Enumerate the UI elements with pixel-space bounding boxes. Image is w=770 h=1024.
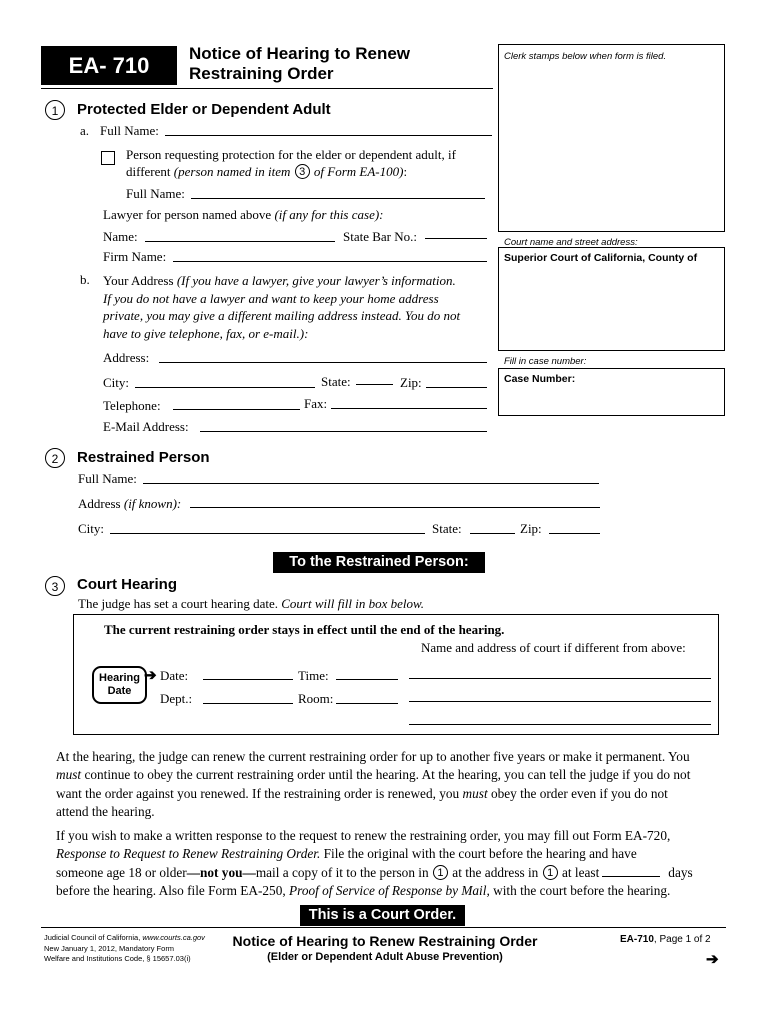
section-1-number: 1 [45, 100, 65, 120]
section-2-title: Restrained Person [77, 449, 210, 466]
footer-rule [41, 927, 726, 928]
other-court-line-3[interactable] [409, 724, 711, 725]
telephone-label: Telephone: [103, 398, 161, 413]
requester-full-name-label: Full Name: [126, 186, 185, 201]
header-rule [41, 88, 493, 89]
hearing-time-field[interactable] [336, 679, 398, 680]
hearing-dept-label: Dept.: [160, 691, 193, 706]
form-number: EA- 710 [68, 53, 150, 78]
person-requesting-line2: different (person named in item 3 of Form EA-100): [126, 164, 408, 179]
state-bar-label: State Bar No.: [343, 229, 418, 244]
city-label: City: [103, 375, 130, 390]
hearing-date-label: Date: [160, 668, 189, 683]
restrained-full-name-label: Full Name: [78, 471, 137, 486]
fax-label: Fax: [304, 396, 328, 411]
hearing-time-label: Time: [298, 668, 329, 683]
item-a-label: a. [80, 123, 90, 138]
restrained-city-label: City: [78, 521, 105, 536]
zip-label: Zip: [400, 375, 422, 390]
hearing-dept-field[interactable] [203, 703, 293, 704]
fax-field[interactable] [331, 408, 487, 409]
court-if-different-label: Name and address of court if different from above: [421, 640, 686, 655]
days-field[interactable] [602, 865, 660, 877]
restrained-state-label: State: [432, 521, 462, 536]
section-2-number: 2 [45, 448, 65, 468]
address-field[interactable] [159, 362, 487, 363]
state-label: State: [321, 374, 351, 389]
lawyer-label: Lawyer for person named above (if any for this case): [103, 207, 384, 222]
email-field[interactable] [200, 431, 487, 432]
restrained-state-field[interactable] [470, 533, 515, 534]
form-title-line1: Notice of Hearing to Renew [189, 44, 411, 63]
email-label: E-Mail Address: [103, 419, 189, 434]
case-number-hint: Fill in case number: [504, 356, 587, 367]
next-page-arrow-icon: ➔ [706, 951, 719, 968]
hearing-box-heading: The current restraining order stays in effect until the end of the hearing. [104, 622, 505, 637]
telephone-field[interactable] [173, 409, 300, 410]
item-b-label: b. [80, 272, 90, 287]
firm-name-field[interactable] [173, 261, 487, 262]
court-name-value: Superior Court of California, County of [504, 252, 698, 264]
section-3-number: 3 [45, 576, 65, 596]
person-requesting-line1: Person requesting protection for the elder or dependent adult, if [126, 147, 456, 162]
section-1-title: Protected Elder or Dependent Adult [77, 101, 331, 118]
city-field[interactable] [135, 387, 315, 388]
footer-form-title: Notice of Hearing to Renew Restraining Order [232, 933, 538, 949]
requester-full-name-field[interactable] [191, 198, 485, 199]
lawyer-name-field[interactable] [145, 241, 335, 242]
written-response-paragraph: If you wish to make a written response to the request to renew the restraining order, you may fill out Form EA-720, Response to Request to Renew Restraining Order. File the original with the court before the hearing and have someone age 18 or older—not you—mail a copy of it to the person in 1 at the address in 1 at least days before the hearing. Also file Form EA-250, Proof of Service of Response by Mail, with the court before the hearing. [56, 828, 693, 898]
clerk-note: Clerk stamps below when form is filed. [504, 51, 667, 62]
your-address-instructions: Your Address (If you have a lawyer, give your lawyer’s information. If you do not have a lawyer and want to keep your home address private, you may give a different mailing address instead. You do not have to give telephone, fax, or e-mail.): [103, 273, 461, 341]
clerk-stamp-box [498, 44, 725, 232]
hearing-room-field[interactable] [336, 703, 398, 704]
state-bar-field[interactable] [425, 238, 487, 239]
restrained-address-label: Address (if known): [78, 496, 182, 511]
lawyer-name-label: Name: [103, 229, 138, 244]
form-title [189, 44, 410, 84]
hearing-renewal-paragraph: At the hearing, the judge can renew the current restraining order for up to another five years or make it permanent. You must continue to obey the current restraining order until the hearing. At the hearing, you can tell the judge if you do not want the order against you renewed. If the restraining order is renewed, you must obey the order even if you do not attend the hearing. [56, 749, 691, 819]
hearing-room-label: Room: [298, 691, 334, 706]
restrained-zip-field[interactable] [549, 533, 600, 534]
item-1-reference: 1 [433, 865, 448, 880]
court-order-banner-text: This is a Court Order. [308, 907, 457, 923]
person-requesting-checkbox[interactable] [101, 151, 115, 165]
restrained-address-field[interactable] [190, 507, 600, 508]
zip-field[interactable] [426, 387, 487, 388]
court-order-banner [300, 905, 465, 926]
section-3-title: Court Hearing [77, 576, 178, 593]
hearing-date-arrow: ➔ [144, 667, 157, 684]
form-number-badge [41, 46, 177, 85]
restrained-zip-label: Zip: [520, 521, 542, 536]
other-court-line-2[interactable] [409, 701, 711, 702]
item-1-reference-2: 1 [543, 865, 558, 880]
footer-left: Judicial Council of California, www.courts.ca.gov New January 1, 2012, Mandatory Form Welfare and Institutions Code, § 15657.03(i) [44, 933, 205, 963]
hearing-date-badge: Hearing Date [92, 666, 147, 704]
protected-full-name-field[interactable] [165, 135, 492, 136]
case-number-label: Case Number: [504, 373, 576, 385]
restrained-person-banner [273, 552, 485, 573]
restrained-city-field[interactable] [110, 533, 425, 534]
restrained-person-banner-text: To the Restrained Person: [289, 554, 469, 570]
address-label: Address: [103, 350, 150, 365]
footer-center [205, 932, 565, 964]
form-title-line2: Restraining Order [189, 64, 334, 83]
state-field[interactable] [356, 384, 393, 385]
footer-page-number: EA-710, Page 1 of 2 [620, 934, 711, 945]
firm-name-label: Firm Name: [103, 249, 167, 264]
restrained-full-name-field[interactable] [143, 483, 599, 484]
protected-full-name-label: Full Name: [100, 123, 159, 138]
footer-form-subtitle: (Elder or Dependent Adult Abuse Prevention) [267, 951, 503, 963]
court-hearing-intro: The judge has set a court hearing date. Court will fill in box below. [78, 596, 424, 611]
hearing-date-field[interactable] [203, 679, 293, 680]
court-name-hint: Court name and street address: [504, 237, 638, 248]
item-3-reference: 3 [295, 164, 310, 179]
other-court-line-1[interactable] [409, 678, 711, 679]
